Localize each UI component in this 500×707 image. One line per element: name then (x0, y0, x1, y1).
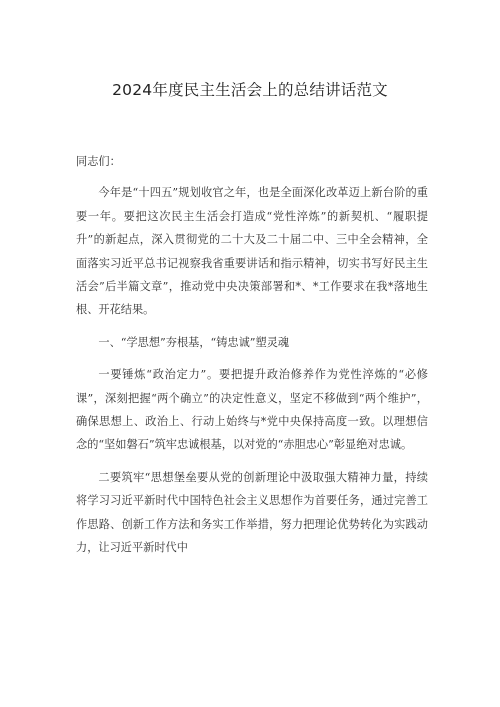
salutation: 同志们： (76, 155, 121, 168)
section-heading-1: 一、“学思想”夯根基，“铸忠诚”塑灵魂 (98, 335, 290, 349)
document-title: 2024年度民主生活会上的总结讲话范文 (112, 81, 388, 99)
paragraph-intro: 今年是“十四五”规划收官之年，也是全面深化改革迈上新台阶的重要一年。要把这次民主生活会打造成“党性淬炼”的新契机、“履职提升”的新起点，深入贯彻党的二十大及二十届二中、三中全会精神，全面落实习近平总书记视察我省重要讲话和指示精神，切实书写好民主生活会”后半篇文章”，推动党中央决策部署和*、*工作要求在我*落地生根、开花结果。 (76, 186, 428, 317)
paragraph-political-focus: 一要锤炼“政治定力”。要把提升政治修养作为党性淬炼的“必修课”，深刻把握“两个确立”的决定性意义，坚定不移做到“两个维护”，确保思想上、政治上、行动上始终与*党中央保持高度一致。以理想信念的“坚如磐石”筑牢忠诚根基，以对党的“赤胆忠心”彰显绝对忠诚。 (76, 368, 428, 452)
document-body (76, 150, 428, 560)
paragraph-ideological-fortress: 二要筑牢“思想堡垒要从党的创新理论中汲取强大精神力量，持续将学习习近平新时代中国特色社会主义思想作为首要任务，通过完善工作思路、创新工作方法和务实工作举措，努力把理论优势转化为实践动力，让习近平新时代中 (76, 470, 428, 555)
